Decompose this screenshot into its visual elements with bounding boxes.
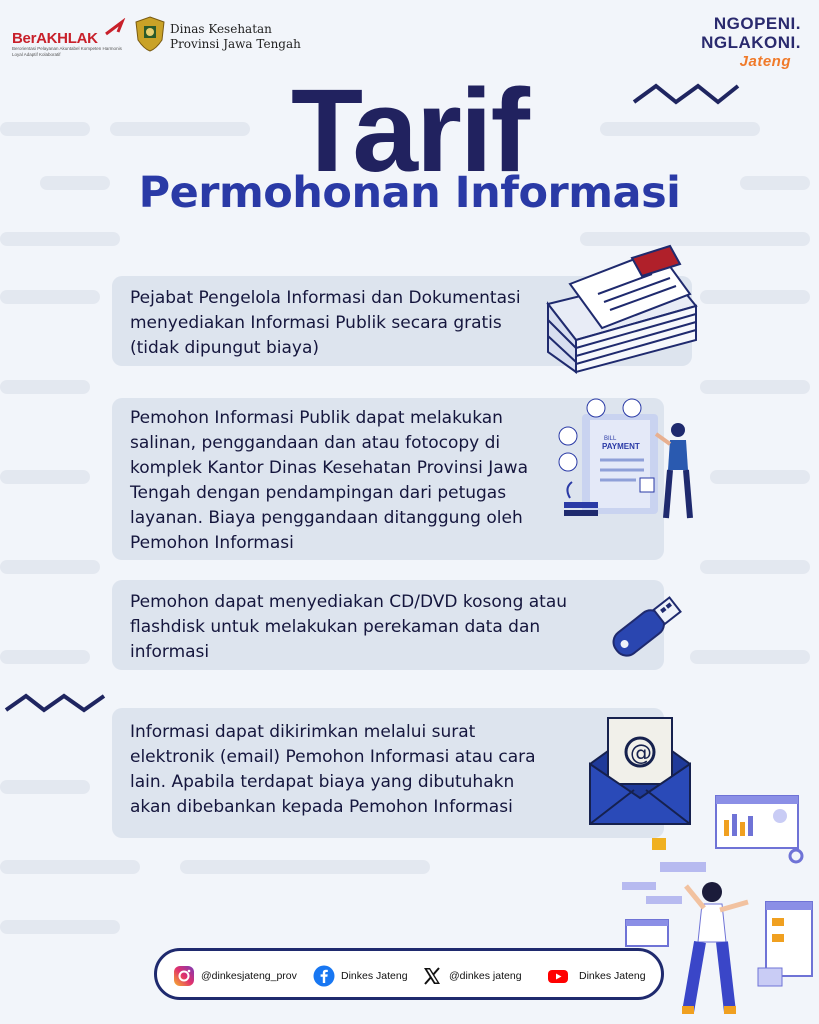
youtube-icon xyxy=(547,965,569,987)
social-x[interactable] xyxy=(421,965,522,987)
slogan-line3: Jateng xyxy=(739,53,791,70)
x-handle: @dinkes jateng xyxy=(449,970,522,982)
agency-line1: Dinas Kesehatan xyxy=(170,22,272,36)
facebook-handle: Dinkes Jateng xyxy=(341,970,408,982)
social-facebook[interactable] xyxy=(313,965,408,987)
jateng-emblem-icon xyxy=(134,16,166,52)
berakhlak-swoosh-icon xyxy=(104,18,126,36)
at-sign: @ xyxy=(630,741,652,766)
social-instagram[interactable] xyxy=(173,965,297,987)
documents-icon xyxy=(540,244,700,374)
youtube-handle: Dinkes Jateng xyxy=(579,970,646,982)
page-subtitle: Permohonan Informasi xyxy=(138,168,681,218)
facebook-icon xyxy=(313,965,335,987)
slogan-logo xyxy=(701,14,801,71)
usb-flashdisk-icon xyxy=(604,586,688,666)
info-card-1-text: Pejabat Pengelola Informasi dan Dokumentasi menyediakan Informasi Publik secara gratis (tidak dipungut biaya) xyxy=(130,288,521,358)
zigzag-decoration-icon xyxy=(4,690,106,718)
page-title: Tarif xyxy=(291,65,528,197)
bill-label: BILL xyxy=(604,436,617,442)
berakhlak-wordmark: BerAKHLAK xyxy=(12,30,98,47)
x-icon xyxy=(421,965,443,987)
info-card-3-text: Pemohon dapat menyediakan CD/DVD kosong atau flashdisk untuk melakukan perekaman data dan informasi xyxy=(130,592,568,662)
slogan-line1: NGOPENI. xyxy=(713,14,801,33)
berakhlak-tagline: Berorientasi Pelayanan Akuntabel Kompeten Harmonis Loyal Adaptif Kolaboratif xyxy=(12,46,122,57)
payment-label: PAYMENT xyxy=(602,442,640,451)
social-media-bar xyxy=(154,948,664,1000)
instagram-icon xyxy=(173,965,195,987)
instagram-handle: @dinkesjateng_prov xyxy=(201,970,297,982)
social-youtube[interactable] xyxy=(547,965,646,987)
info-card-4-text: Informasi dapat dikirimkan melalui surat elektronik (email) Pemohon Informasi atau cara lain. Apabila terdapat biaya yang dibutuhakn akan dibebankan kepada Pemohon Informasi xyxy=(130,722,536,817)
bill-payment-icon xyxy=(556,394,698,522)
slogan-line2: NGLAKONI. xyxy=(701,33,801,52)
agency-line2: Provinsi Jawa Tengah xyxy=(170,37,301,51)
agency-name xyxy=(170,22,301,52)
info-card-2-text: Pemohon Informasi Publik dapat melakukan salinan, penggandaan dan atau fotocopy di komplek Kantor Dinas Kesehatan Provinsi Jawa Tengah dengan pendampingan dari petugas layanan. Biaya penggandaan ditanggung oleh Pemohon Informasi xyxy=(130,408,528,553)
